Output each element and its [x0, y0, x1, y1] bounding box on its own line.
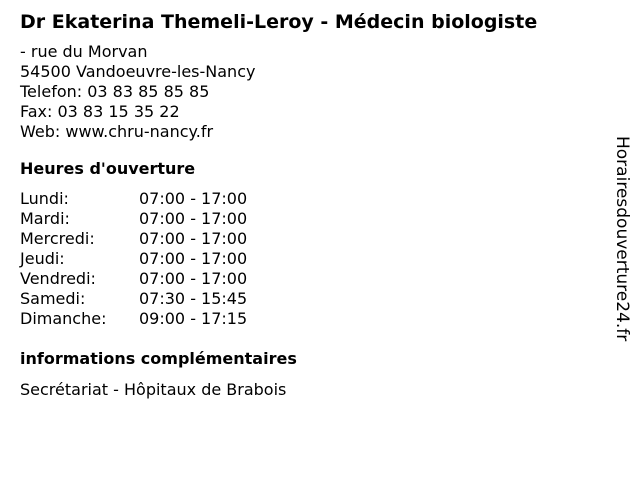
hours-row [20, 289, 247, 309]
hours-row [20, 189, 247, 209]
additional-info-text: Secrétariat - Hôpitaux de Brabois [20, 380, 287, 399]
hours-row [20, 249, 247, 269]
day-label: Vendredi: [20, 269, 96, 288]
day-label: Mardi: [20, 209, 70, 228]
time-range: 07:00 - 17:00 [139, 229, 248, 248]
opening-hours-heading: Heures d'ouverture [20, 159, 196, 178]
site-watermark: Horairesdouverture24.fr [612, 136, 632, 342]
time-range: 07:00 - 17:00 [139, 269, 248, 288]
hours-row [20, 229, 247, 249]
time-range: 07:00 - 17:00 [139, 249, 248, 268]
time-range: 09:00 - 17:15 [139, 309, 248, 328]
hours-row [20, 269, 247, 289]
street-address: - rue du Morvan [20, 42, 148, 61]
opening-hours-table [20, 189, 247, 329]
listing-content [20, 9, 610, 400]
hours-row [20, 309, 247, 329]
fax-number: Fax: 03 83 15 35 22 [20, 102, 180, 121]
time-range: 07:00 - 17:00 [139, 189, 248, 208]
phone-number: Telefon: 03 83 85 85 85 [20, 82, 210, 101]
address-block [20, 42, 610, 142]
day-label: Mercredi: [20, 229, 95, 248]
hours-row [20, 209, 247, 229]
time-range: 07:30 - 15:45 [139, 289, 248, 308]
additional-info-heading: informations complémentaires [20, 349, 297, 368]
page-title: Dr Ekaterina Themeli-Leroy - Médecin biologiste [20, 11, 538, 33]
day-label: Samedi: [20, 289, 86, 308]
day-label: Jeudi: [20, 249, 65, 268]
city-address: 54500 Vandoeuvre-les-Nancy [20, 62, 256, 81]
day-label: Lundi: [20, 189, 69, 208]
website: Web: www.chru-nancy.fr [20, 122, 214, 141]
time-range: 07:00 - 17:00 [139, 209, 248, 228]
day-label: Dimanche: [20, 309, 107, 328]
